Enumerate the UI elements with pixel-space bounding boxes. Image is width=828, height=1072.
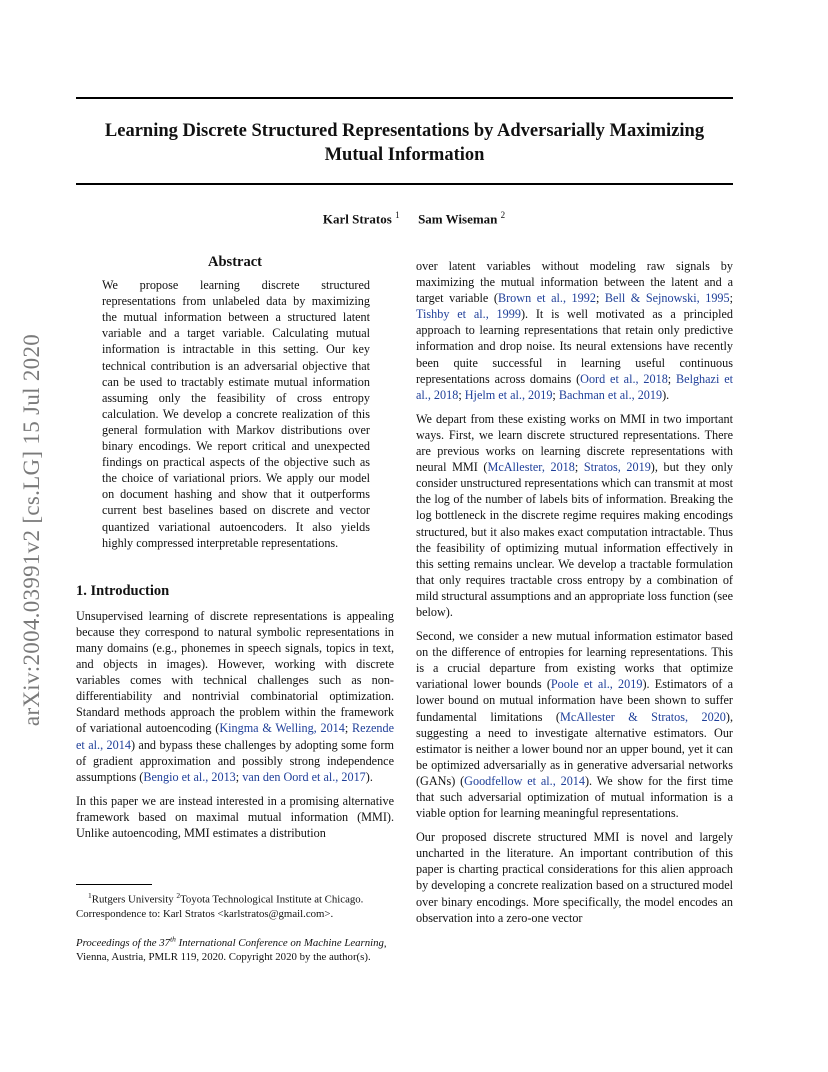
right-paragraph-1: over latent variables without modeling raw signals by maximizing the mutual information between the latent and a target variable (Brown et al., 1992; Bell & Sejnowski, 1995; Tishby et al., 1999). It is well motivated as a principled approach to learning representations that retain only predictive information and drop noise. Its neural extensions have recently been quite successful in learning useful continuous representations across domains (Oord et al., 2018; Belghazi et al., 2018; Hjelm et al., 2019; Bachman et al., 2019). — [416, 259, 734, 402]
title-line-1: Learning Discrete Structured Representations by Adversarially Maximizing — [104, 121, 705, 141]
citation-link[interactable]: van den Oord et al., 2017 — [242, 769, 366, 784]
right-column — [416, 258, 733, 934]
intro-paragraph-2: In this paper we are instead interested in a promising alternative framework based on maximal mutual information (MMI). Unlike autoencoding, MMI estimates a distribution — [76, 793, 394, 840]
author-affiliation-mark: 1 — [395, 210, 400, 220]
arxiv-id-text: arXiv:2004.03991v2 [cs.LG] 15 Jul 2020 — [19, 333, 44, 727]
title-rule-bottom — [76, 183, 733, 185]
abstract-heading: Abstract — [208, 254, 262, 270]
title-rule-top — [76, 97, 733, 99]
paper-title — [76, 119, 733, 167]
proceedings-note: Proceedings of the 37th International Conference on Machine Learning, Vienna, Austria, PMLR 119, 2020. Copyright 2020 by the author(s). — [76, 934, 387, 964]
citation-link[interactable]: McAllester, 2018 — [487, 460, 575, 475]
citation-link[interactable]: Stratos, 2019 — [583, 460, 651, 475]
author-name: Karl Stratos — [322, 211, 392, 227]
left-column — [76, 254, 394, 849]
title-line-2: Mutual Information — [324, 145, 485, 165]
author-list — [0, 210, 828, 227]
citation-link[interactable]: Poole et al., 2019 — [550, 677, 643, 692]
citation-link[interactable]: Goodfellow et al., 2014 — [464, 773, 585, 788]
right-paragraph-2: We depart from these existing works on MMI in two important ways. First, we learn discrete structured representations. There are previous works on learning discrete representations with neural MMI (McAllester, 2018; Stratos, 2019), but they only consider unstructured representations which can transmit at most the log of the number of labels bits of information. Breaking the log bottleneck in the discrete regime requires making encodings structured, but it also makes exact computation intractable. Thus the feasibility of optimizing mutual information effectively in this setting remains unclear. We develop a tractable formulation that only requires tractable cross entropy by a combination of mild structural assumptions and an appropriate loss function (see below). — [416, 411, 733, 619]
citation-link[interactable]: Bachman et al., 2019 — [558, 387, 663, 402]
citation-link[interactable]: Belghazi et al., 2018 — [416, 371, 733, 402]
footnote-area — [76, 884, 394, 964]
citation-link[interactable]: Kingma & Welling, 2014 — [219, 721, 345, 736]
author-name: Sam Wiseman — [418, 211, 498, 227]
citation-link[interactable]: Rezende et al., 2014 — [76, 721, 395, 752]
author-affiliation-mark: 2 — [500, 210, 506, 220]
citation-link[interactable]: Brown et al., 1992 — [497, 291, 596, 306]
footnote-rule — [76, 884, 152, 885]
abstract-text: We propose learning discrete structured representations from unlabeled data by maximizing the mutual information between a structured latent variable and a target variable. Calculating mutual information is intractable in this setting. Our key technical contribution is an adversarial objective that can be used to tractably estimate mutual information assuming only the feasibility of cross entropy calculation. We develop a concrete realization of this general formulation with Markov distributions over binary encodings. We report critical and unexpected findings on practical aspects of the objective such as the choice of variational priors. We apply our model on document hashing and show that it outperforms current best baselines based on discrete and vector quantized variational autoencoders. It also yields highly compressed interpretable representations. — [102, 278, 370, 550]
introduction-heading: 1. Introduction — [76, 582, 170, 599]
intro-paragraph-1: Unsupervised learning of discrete representations is appealing because they correspond to natural symbolic representations in many domains (e.g., phonemes in speech signals, topics in text, and objects in images). However, working with discrete variables comes with technical challenges such as non-differentiability and nontrivial combinatorial optimization. Standard methods approach the problem within the framework of variational autoencoding (Kingma & Welling, 2014; Rezende et al., 2014) and bypass these challenges by adopting some form of gradient approximation and possibly strong independence assumptions (Bengio et al., 2013; van den Oord et al., 2017). — [76, 608, 395, 784]
affiliation-footnote: $^1$Rutgers University $^2$Toyota Technological Institute at Chicago. Correspondence to: Karl Stratos <karlstratos@gmail.com>. — [76, 891, 364, 920]
citation-link[interactable]: Bell & Sejnowski, 1995 — [604, 291, 730, 306]
right-paragraph-4: Our proposed discrete structured MMI is novel and largely uncharted in the literature. An important contribution of this paper is charting practical considerations for this alien approach by developing a concrete realization based on a structured model over binary encodings. More specifically, the model encodes an observation into a zero-one vector — [416, 830, 733, 925]
citation-link[interactable]: McAllester & Stratos, 2020 — [559, 709, 726, 724]
citation-link[interactable]: Bengio et al., 2013 — [143, 769, 236, 784]
citation-link[interactable]: Tishby et al., 1999 — [416, 307, 521, 322]
citation-link[interactable]: Hjelm et al., 2019 — [464, 387, 553, 402]
citation-link[interactable]: Oord et al., 2018 — [580, 371, 668, 386]
right-paragraph-3: Second, we consider a new mutual information estimator based on the difference of entropies for learning representations. This is a crucial departure from existing works that optimize variational lower bounds (Poole et al., 2019). Estimators of a lower bound on mutual information have been shown to suffer fundamental limitations (McAllester & Stratos, 2020), suggesting a need to investigate alternative estimators. Our estimator is neither a lower bound nor an upper bound, yet it can be optimized adversarially as in generative adversarial networks (GANs) (Goodfellow et al., 2014). We show for the first time that such adversarial optimization of mutual information is a viable option for learning meaningful representations. — [416, 629, 733, 821]
